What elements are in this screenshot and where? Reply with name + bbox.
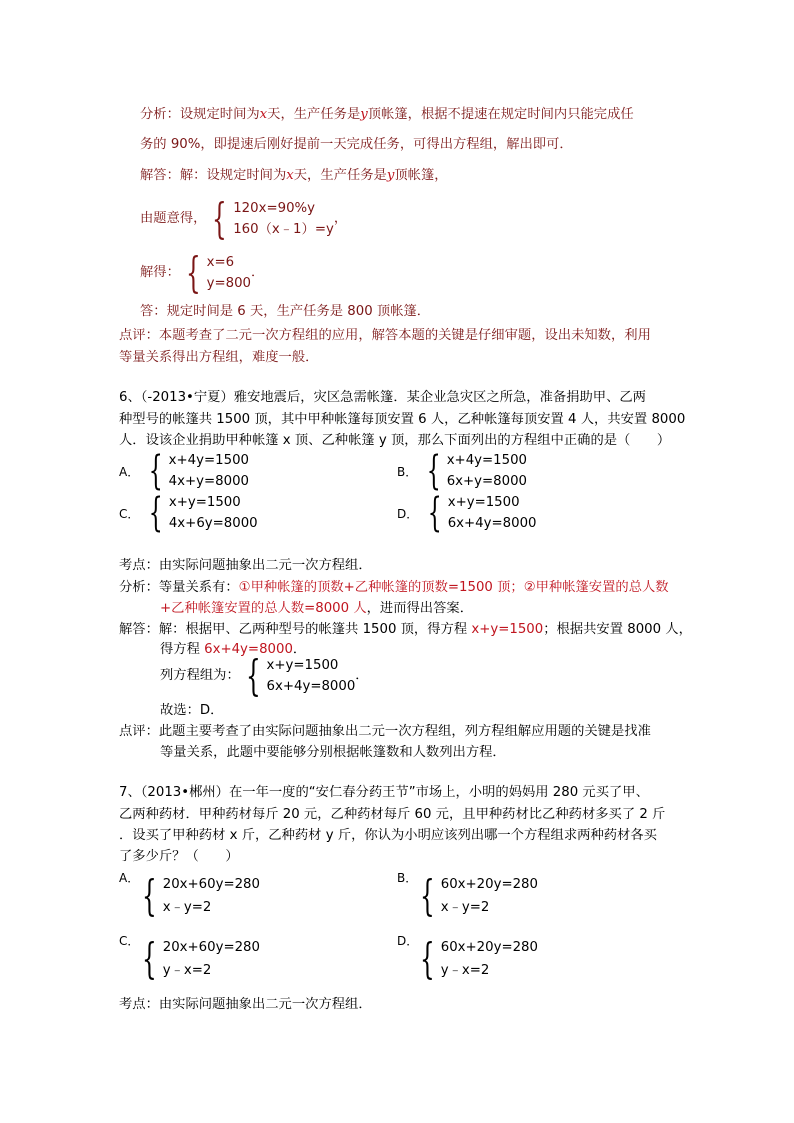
left-brace: { (149, 490, 164, 536)
q7-stem-line1: 7、（2013•郴州）在一年一度的“安仁春分药王节”市场上，小明的妈妈用 280 元买了甲、 (119, 785, 649, 800)
equation: 6x+4y=8000 (447, 516, 537, 531)
equation: x﹣y=2 (440, 900, 490, 915)
option-label: C． (119, 506, 140, 521)
q6-option-b[interactable] (397, 450, 527, 492)
equation: 60x+20y=280 (440, 877, 538, 892)
s1-given-system: 由题意得， { 120x=90%y 160（x﹣1）=y ， (140, 194, 348, 243)
option-label: A． (119, 464, 140, 479)
equation: x+y=1500 (266, 658, 339, 673)
left-brace: { (148, 448, 163, 494)
equation: x+y=1500 (447, 495, 520, 510)
q7-option-c-label: C． (119, 934, 140, 948)
q6-answer-line2: 得方程 6x+4y=8000． (160, 642, 307, 657)
equation: x=6 (206, 255, 235, 270)
equation: y﹣x=2 (440, 963, 490, 978)
equation: 160（x﹣1）=y (233, 222, 334, 237)
s1-review-line1: 点评：本题考查了二元一次方程组的应用，解答本题的关键是仔细审题，设出未知数，利用 (119, 328, 651, 343)
q6-analysis-line1: 分析：等量关系有：①甲种帐篷的顶数+乙种帐篷的顶数=1500 顶；②甲种帐篷安置的总人数 (119, 580, 669, 595)
q6-option-d[interactable] (397, 492, 536, 534)
analysis-label: 分析： (140, 107, 180, 122)
equation: 60x+20y=280 (440, 940, 538, 955)
q6-review-line1: 点评：此题主要考查了由实际问题抽象出二元一次方程组，列方程组解应用题的关键是找准 (119, 724, 651, 739)
q7-option-c[interactable] (136, 936, 260, 982)
equation: x+4y=1500 (446, 453, 528, 468)
equation: 20x+60y=280 (162, 940, 260, 955)
s1-conclusion: 答：规定时间是 6 天，生产任务是 800 顶帐篷． (140, 304, 431, 319)
q7-option-b-label: B． (397, 871, 418, 885)
left-brace: { (427, 490, 442, 536)
review-label: 点评： (119, 724, 159, 739)
left-brace: { (420, 871, 435, 920)
review-label: 点评： (119, 328, 159, 343)
q7-option-b[interactable] (414, 873, 538, 919)
equation: 20x+60y=280 (162, 877, 260, 892)
left-brace: { (142, 934, 157, 983)
equation: x+4y=1500 (168, 453, 249, 468)
equation: 6x+y=8000 (446, 474, 528, 489)
q6-analysis-line2: +乙种帐篷安置的总人数=8000 人，进而得出答案． (160, 601, 473, 616)
q6-choice: 故选：D． (160, 703, 224, 718)
q7-stem-line2: 乙两种药材．甲种药材每斤 20 元，乙种药材每斤 60 元，且甲种药材比乙种药材多买了 2 斤 (119, 807, 666, 822)
answer-label: 解答： (140, 168, 180, 183)
equation: x+y=1500 (168, 495, 241, 510)
q6-review-line2: 等量关系，此题中要能够分别根据帐篷数和人数列出方程． (160, 745, 506, 760)
variable-y: y (360, 107, 368, 122)
q7-option-a[interactable] (136, 873, 260, 919)
s1-review-line2: 等量关系得出方程组，难度一般． (119, 350, 319, 365)
q7-option-a-label: A． (119, 871, 140, 885)
left-brace: { (142, 871, 157, 920)
variable-x: x (259, 107, 268, 122)
q6-stem-line2: 种型号的帐篷共 1500 顶，其中甲种帐篷每顶安置 6 人，乙种帐篷每顶安置 4 人，共安置 8000 (119, 412, 686, 427)
left-brace: { (185, 248, 201, 297)
answer-label: 解答： (119, 622, 159, 637)
equation: y﹣x=2 (162, 963, 212, 978)
s1-answer-line: 解答：解：设规定时间为x天，生产任务是y顶帐篷， (140, 168, 448, 183)
s1-analysis-line2: 务的 90%，即提速后刚好提前一天完成任务，可得出方程组，解出即可． (140, 137, 573, 152)
equation: 4x+6y=8000 (168, 516, 258, 531)
q6-system: 列方程组为： { x+y=1500 6x+4y=8000 ． (160, 651, 369, 700)
equation: 120x=90%y (233, 201, 316, 216)
equation: 4x+y=8000 (168, 474, 249, 489)
q6-stem-line3: 人．设该企业捐助甲种帐篷 x 顶、乙种帐篷 y 顶，那么下面列出的方程组中正确的是（ ） (119, 433, 671, 448)
q6-stem-line1: 6、（-2013•宁夏）雅安地震后，灾区急需帐篷．某企业急灾区之所急，准备捐助甲、乙两 (119, 390, 646, 405)
left-brace: { (420, 934, 435, 983)
q6-answer-line1: 解答：解：根据甲、乙两种型号的帐篷共 1500 顶，得方程 x+y=1500；根据共安置 8000 人， (119, 622, 692, 637)
q6-kaodian: 考点：由实际问题抽象出二元一次方程组． (119, 558, 372, 573)
q6-option-a[interactable] (119, 450, 249, 492)
s1-solution-system: 解得： { x=6 y=800 ． (140, 248, 265, 297)
q6-option-c[interactable] (119, 492, 258, 534)
option-label: D． (397, 506, 419, 521)
left-brace: { (426, 448, 441, 494)
q7-stem-line3: ．设买了甲种药材 x 斤，乙种药材 y 斤，你认为小明应该列出哪一个方程组求两种药材各买 (119, 828, 657, 843)
q7-option-d[interactable] (414, 936, 538, 982)
s1-analysis-line1: 分析：设规定时间为x天，生产任务是y顶帐篷，根据不提速在规定时间内只能完成任 (140, 107, 634, 122)
q7-kaodian: 考点：由实际问题抽象出二元一次方程组． (119, 997, 372, 1012)
left-brace: { (245, 651, 261, 700)
equation: x﹣y=2 (162, 900, 212, 915)
equation: y=800 (206, 276, 252, 291)
left-brace: { (212, 194, 228, 243)
equation: 6x+4y=8000 (266, 679, 356, 694)
option-label: B． (397, 464, 418, 479)
q7-stem-line4: 了多少斤？（ ） (119, 849, 239, 864)
q7-option-d-label: D． (397, 934, 419, 948)
analysis-label: 分析： (119, 580, 159, 595)
